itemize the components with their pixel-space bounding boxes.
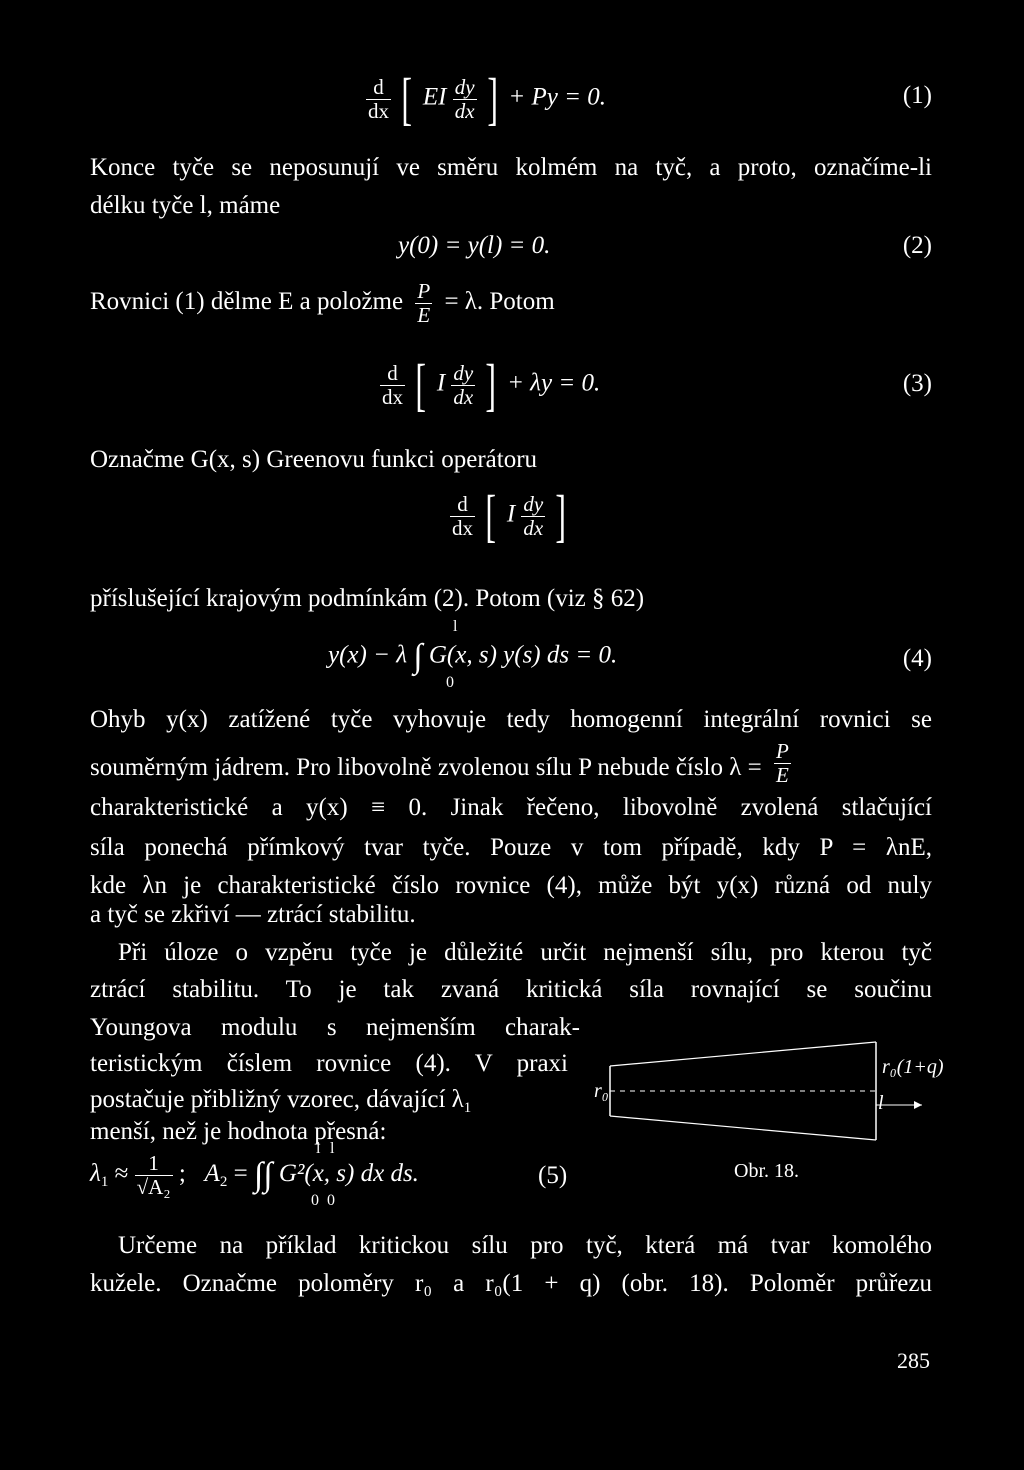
page-number: 285 xyxy=(897,1348,930,1373)
paragraph-line: síla ponechá přímkový tvar tyče. Pouze v tom případě, kdy P = λnE, xyxy=(90,834,932,861)
integral-sign: ∫ xyxy=(413,638,423,675)
equation-3: $\frac{d}{dx}$ [ I $\frac{dy}{dx}$ ] + λy = 0. xyxy=(382,352,601,417)
equation-number-3: (3) xyxy=(902,370,932,397)
figure-caption: Obr. 18. xyxy=(734,1160,799,1182)
integral-upper-limit: l xyxy=(330,1140,335,1157)
paragraph-line: Při úloze o vzpěru tyče je důležité určit nejmenší sílu, pro kterou tyč xyxy=(118,939,932,966)
equation-1: $\frac{d}{dx}$ [ EI $\frac{dy}{dx}$ ] + Py = 0. xyxy=(368,66,606,131)
paragraph-line: kužele. Označme poloměry r₀ a r₀(1 + q) (obr. 18). Poloměr průřezu xyxy=(90,1270,932,1297)
integral-upper-limit: l xyxy=(453,618,458,635)
paragraph-line: menší, než je hodnota přesná: xyxy=(90,1118,387,1145)
paragraph-line: teristickým číslem rovnice (4). V praxi xyxy=(90,1050,568,1077)
paragraph-line: a tyč se zkřiví — ztrácí stabilitu. xyxy=(90,901,416,928)
eq1-rest: + Py = 0. xyxy=(508,83,606,111)
paragraph-line: kde λn je charakteristické číslo rovnice (4), může být y(x) různá od nuly xyxy=(90,872,932,899)
derivative-operator: $\frac{d}{dx}$ xyxy=(368,74,389,123)
integral-lower-limit: 0 xyxy=(327,1192,335,1209)
paragraph-line: délku tyče l, máme xyxy=(90,192,281,219)
integral-lower-limit: 0 xyxy=(446,674,454,691)
operator-expression: $\frac{d}{dx}$ [ I $\frac{dy}{dx}$ ] xyxy=(452,483,567,548)
equation-number-2: (2) xyxy=(902,232,932,259)
equation-number-4: (4) xyxy=(902,645,932,672)
integral-lower-limit: 0 xyxy=(311,1192,319,1209)
paragraph-line: postačuje přibližný vzorec, dávající $\lambda_1$ xyxy=(90,1086,472,1116)
equation-4: y(x) − λ ∫ G(x, s) y(s) ds = 0. xyxy=(328,638,618,675)
equation-number-1: (1) xyxy=(902,82,932,109)
paragraph-line: Youngova modulu s nejmenším charak- xyxy=(90,1014,580,1041)
paragraph-line: charakteristické a y(x) ≡ 0. Jinak řečeno, libovolně zvolená stlačující xyxy=(90,794,932,821)
paragraph-line: souměrným jádrem. Pro libovolně zvolenou sílu P nebude číslo λ = $\frac{P}{E}$ xyxy=(90,739,789,787)
equation-number-5: (5) xyxy=(538,1162,568,1189)
eq1-inner-derivative: $\frac{dy}{dx}$ xyxy=(454,74,475,123)
equation-2: y(0) = y(l) = 0. xyxy=(398,232,551,259)
eq1-coefficient: EI xyxy=(422,83,447,111)
paragraph-line: Konce tyče se neposunují ve směru kolmém na tyč, a proto, označíme-li xyxy=(90,154,932,181)
figure-label-length: l xyxy=(878,1092,884,1114)
figure-truncated-cone xyxy=(594,1036,944,1146)
paragraph-line: Rovnici (1) dělme E a položme $\frac{P}{E}$ = λ. Potom xyxy=(90,279,555,327)
paragraph-line: ztrácí stabilitu. To je tak zvaná kritická síla rovnající se součinu xyxy=(90,976,932,1003)
equation-5: $\lambda_1$ ≈ $\frac{1}{\text{√A₂}}$ ; $A_2$ = ∫∫ G²(x, s) dx ds. xyxy=(90,1151,419,1199)
figure-label-radius: r₀ xyxy=(594,1080,609,1102)
paragraph-line: Ohyb y(x) zatížené tyče vyhovuje tedy homogenní integrální rovnici se xyxy=(90,706,932,733)
paragraph-line: Označme G(x, s) Greenovu funkci operátoru xyxy=(90,446,538,473)
integral-upper-limit: l xyxy=(316,1140,321,1157)
paragraph-line: příslušející krajovým podmínkám (2). Potom (viz § 62) xyxy=(90,585,645,612)
figure-label-radius-end: r₀(1+q) xyxy=(882,1056,944,1078)
paragraph-line: Určeme na příklad kritickou sílu pro tyč, která má tvar komolého xyxy=(118,1232,932,1259)
cone-diagram xyxy=(594,1036,934,1146)
